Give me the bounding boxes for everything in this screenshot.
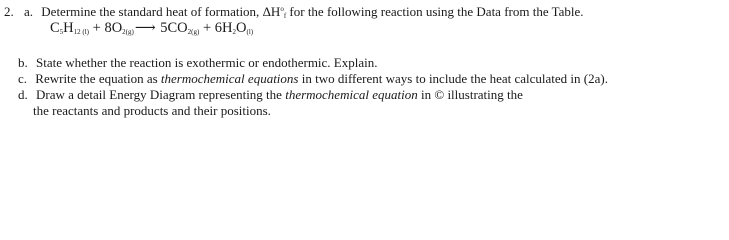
part-a-text-before: Determine the standard heat of formation, [41,4,263,19]
question-line-c [18,71,608,86]
reactant-1-c: C [50,20,60,36]
question-line-b [18,55,378,70]
part-a-letter: a. [24,4,34,19]
part-c-letter: c. [18,71,28,86]
delta-h-text: ΔH [262,4,281,19]
part-c-italic: thermochemical equations [160,71,299,86]
formation-subscript: f [283,12,287,20]
reaction-equation [50,21,253,36]
question-line-d-continued [33,103,271,118]
question-number: 2. [4,4,14,19]
part-d-text-after: in © illustrating the [417,87,523,102]
part-a-text-after: for the following reaction using the Data from the Table. [286,4,584,19]
reactant-2-sub: 2(g) [122,28,134,36]
part-a-text [41,4,583,19]
part-d-line2: the reactants and products and their positions. [33,103,271,118]
product-1: 5CO [156,20,188,36]
question-line-d [18,87,523,102]
product-2-h: + 6H [199,20,233,36]
part-d-text-before: Draw a detail Energy Diagram representing the [36,87,286,102]
product-2-sub1: 2 [232,28,236,36]
part-c-text-before: Rewrite the equation as [35,71,161,86]
product-2-o: O [236,20,247,36]
part-c-text-after: in two different ways to include the heat calculated in (2a). [298,71,608,86]
reaction-arrow: ⟶ [134,20,156,36]
product-1-sub: 2(g) [187,28,200,36]
degree-symbol: o [280,5,284,13]
part-b-letter: b. [18,55,28,70]
reactant-2: + 8O [89,20,123,36]
part-c-text [35,71,608,86]
reactant-1-sub2: 12 (l) [73,28,90,36]
product-2-sub2: (l) [246,28,254,36]
part-d-letter: d. [18,87,28,102]
question-line-a [4,4,584,19]
part-d-text [36,87,523,102]
delta-h-symbol [263,4,287,19]
reactant-1-sub1: 5 [59,28,64,36]
part-d-italic: thermochemical equation [285,87,418,102]
reactant-1-h: H [63,20,74,36]
part-b-text: State whether the reaction is exothermic or endothermic. Explain. [36,55,378,70]
